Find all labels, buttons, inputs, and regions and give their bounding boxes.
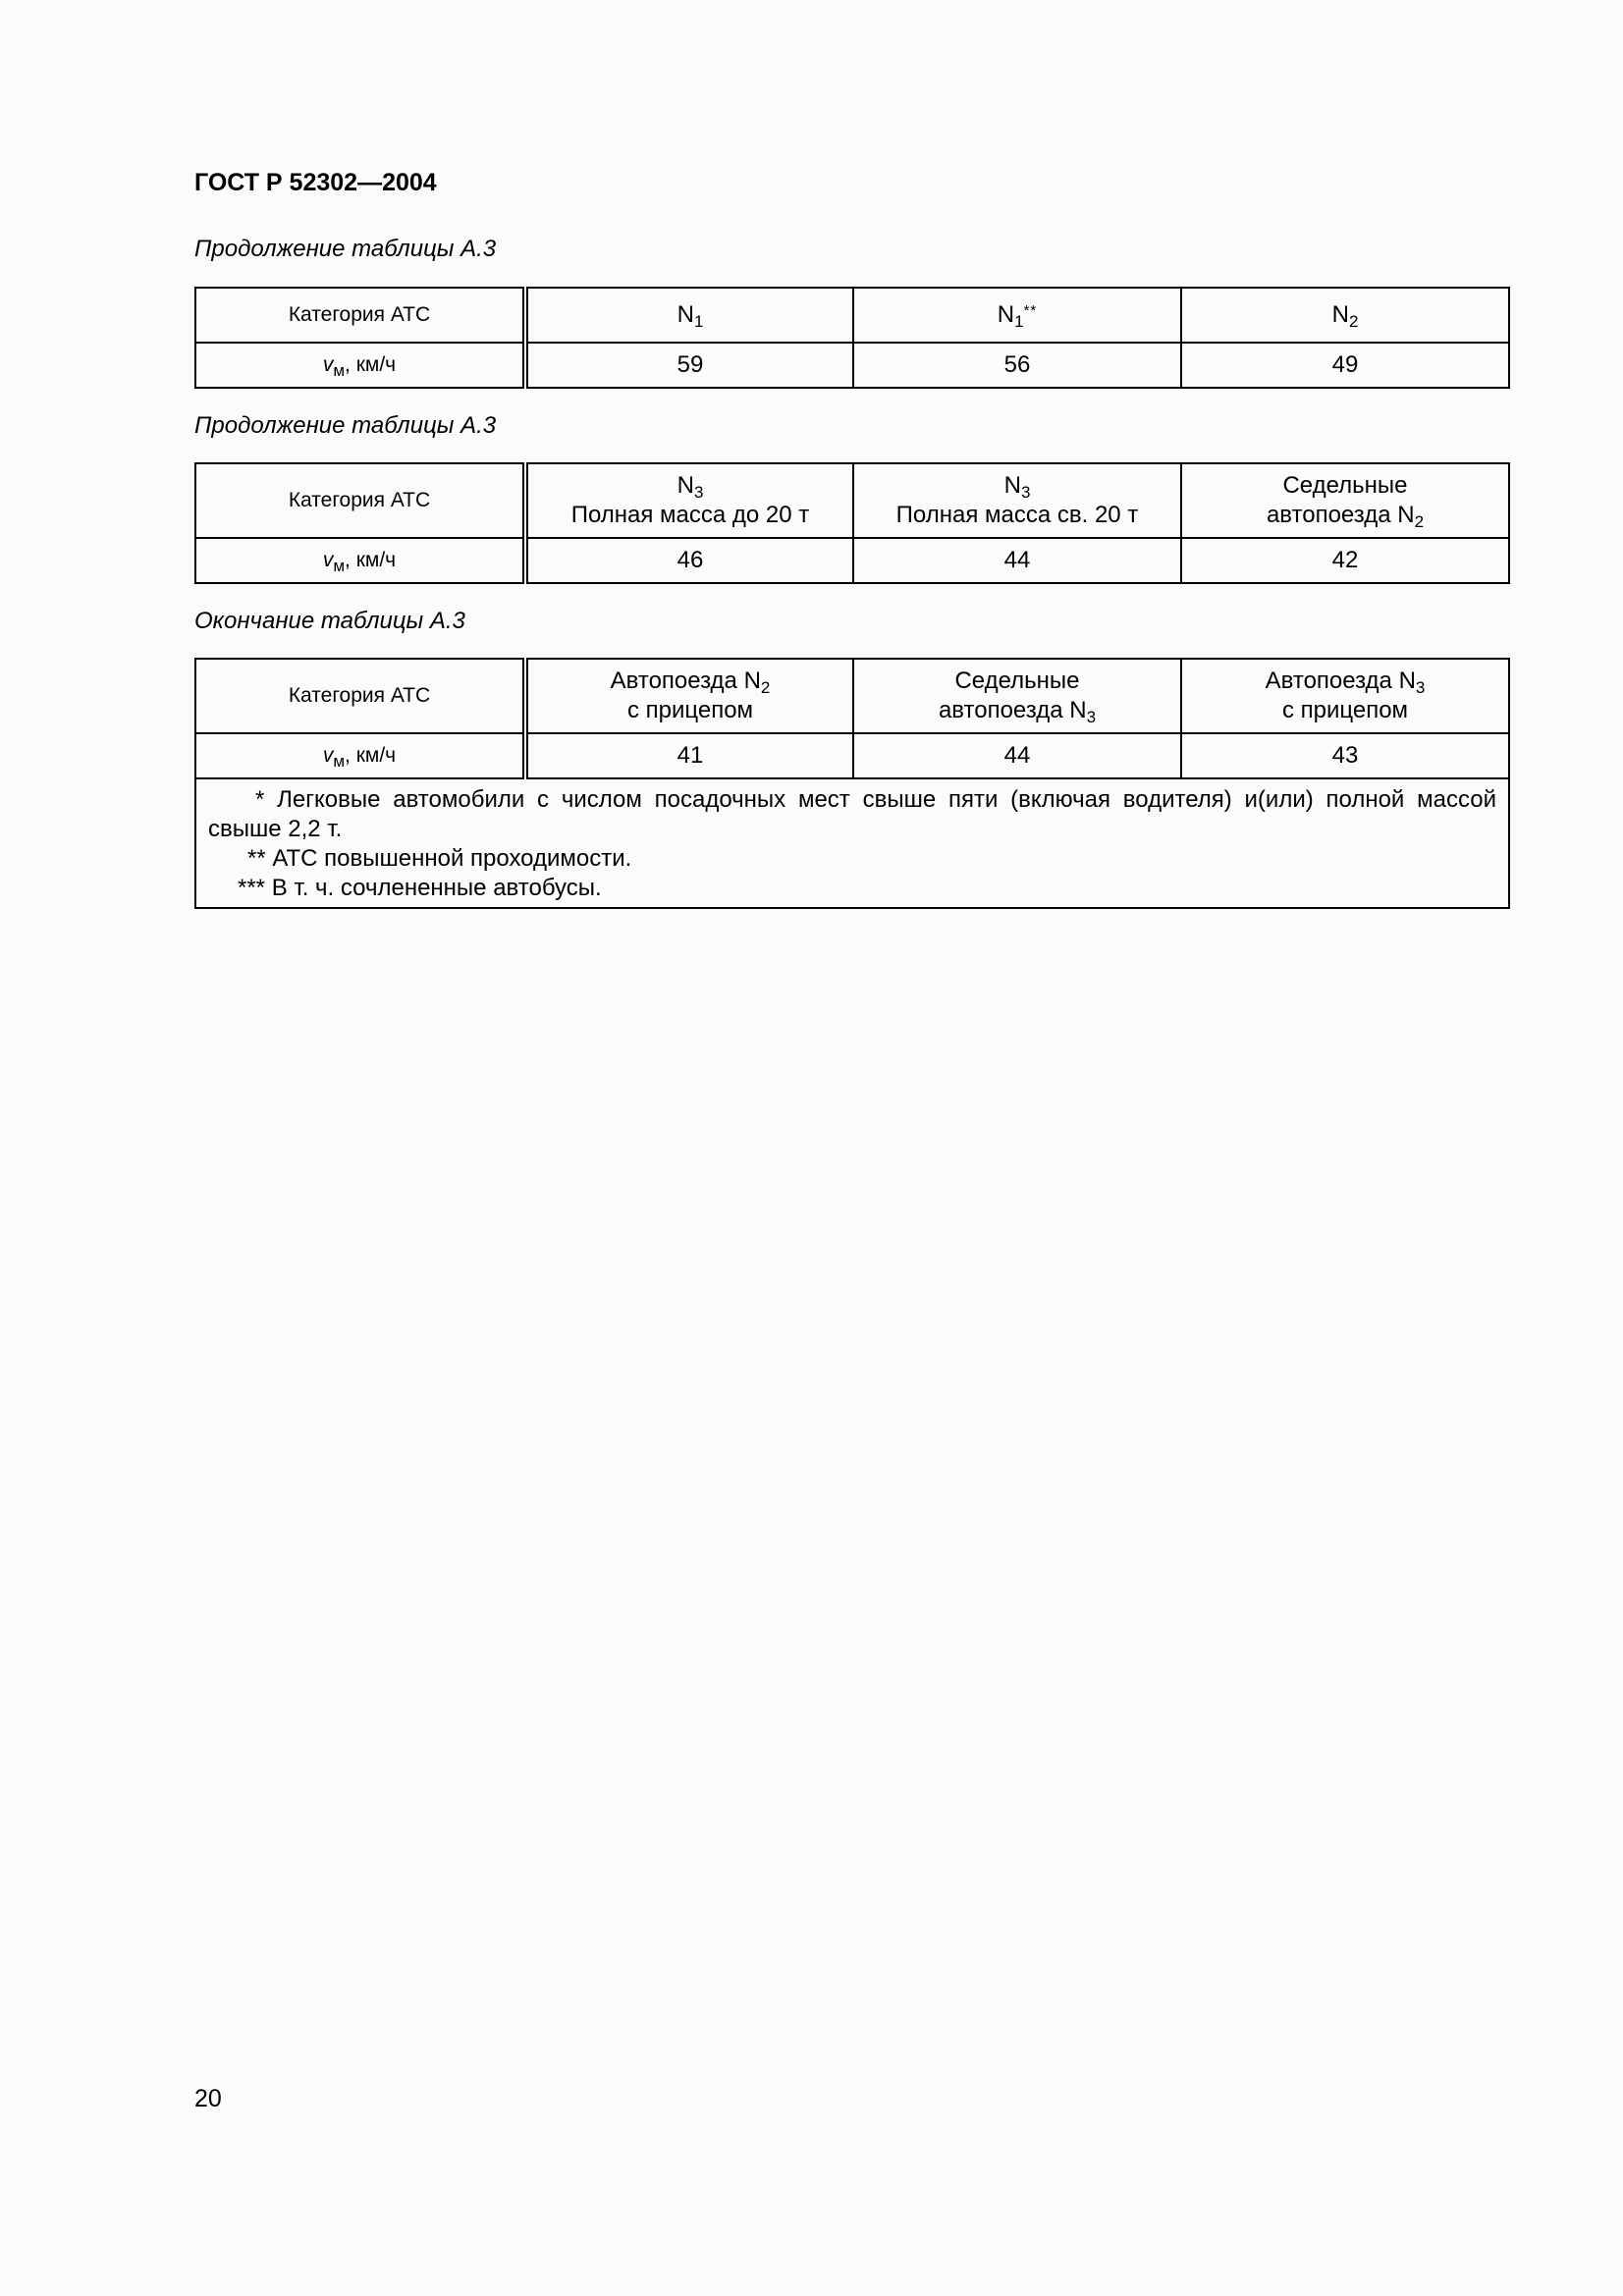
page-number: 20 — [194, 2085, 222, 2112]
value-cell: 44 — [853, 538, 1181, 583]
row-label-speed: $v_м$, км/ч — [195, 343, 525, 388]
footnote-1: * Легковые автомобили с числом посадочных мест свыше пяти (включая водителя) и(или) полной массой свыше 2,2 т. — [208, 786, 1496, 842]
column-header: $N_2$ — [1181, 288, 1509, 343]
table-2 — [194, 462, 1510, 584]
column-header: Седельные автопоезда $N_3$ — [853, 659, 1181, 733]
table-2-caption: Продолжение таблицы А.3 — [194, 412, 497, 439]
table-row — [195, 778, 1509, 908]
column-header: Автопоезда $N_3$ с прицепом — [1181, 659, 1509, 733]
footnote-2: ** АТС повышенной проходимости. — [247, 845, 632, 872]
table-row — [195, 463, 1509, 538]
table-row — [195, 343, 1509, 388]
table-1 — [194, 287, 1510, 389]
column-header: Седельные автопоезда $N_2$ — [1181, 463, 1509, 538]
row-label-speed: $v_м$, км/ч — [195, 538, 525, 583]
table-3 — [194, 658, 1510, 909]
value-cell: 56 — [853, 343, 1181, 388]
value-cell: 59 — [525, 343, 853, 388]
column-header: $N_3$ Полная масса до 20 т — [525, 463, 853, 538]
table-1-caption: Продолжение таблицы А.3 — [194, 236, 497, 262]
footnote-3: *** В т. ч. сочлененные автобусы. — [238, 875, 602, 901]
column-header: $N_1^{**}$ — [853, 288, 1181, 343]
value-cell: 41 — [525, 733, 853, 778]
column-header: Автопоезда $N_2$ с прицепом — [525, 659, 853, 733]
row-label-category: Категория АТС — [195, 659, 525, 733]
value-cell: 46 — [525, 538, 853, 583]
column-header: $N_3$ Полная масса св. 20 т — [853, 463, 1181, 538]
value-cell: 43 — [1181, 733, 1509, 778]
table-3-caption: Окончание таблицы А.3 — [194, 608, 465, 634]
table-footnotes — [195, 778, 1509, 908]
value-cell: 42 — [1181, 538, 1509, 583]
value-cell: 44 — [853, 733, 1181, 778]
value-cell: 49 — [1181, 343, 1509, 388]
table-row — [195, 288, 1509, 343]
table-row — [195, 538, 1509, 583]
column-header: $N_1$ — [525, 288, 853, 343]
document-header: ГОСТ Р 52302—2004 — [194, 169, 437, 196]
table-row — [195, 659, 1509, 733]
row-label-category: Категория АТС — [195, 288, 525, 343]
row-label-category: Категория АТС — [195, 463, 525, 538]
table-row — [195, 733, 1509, 778]
row-label-speed: $v_м$, км/ч — [195, 733, 525, 778]
